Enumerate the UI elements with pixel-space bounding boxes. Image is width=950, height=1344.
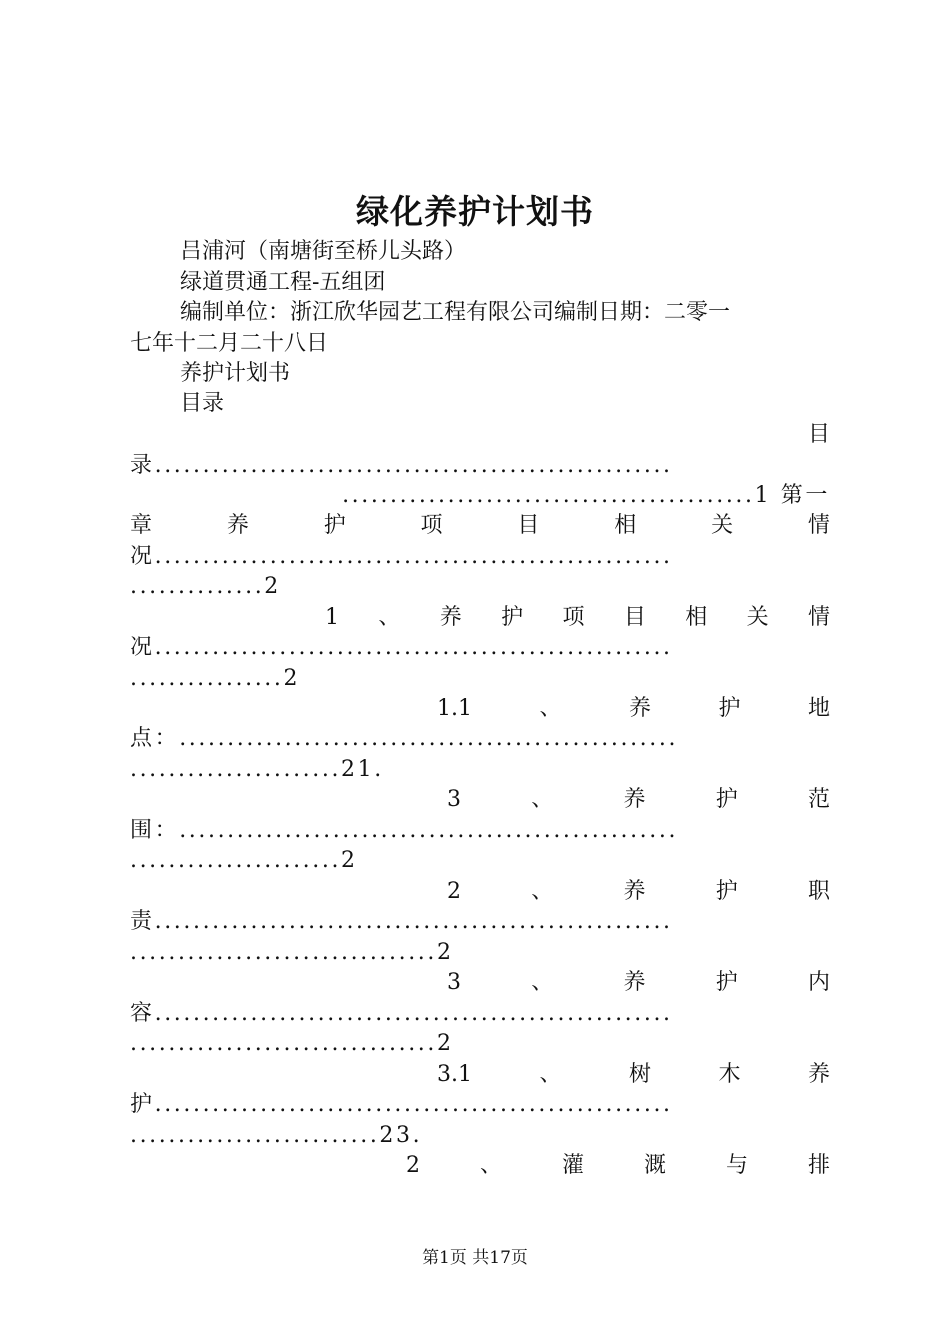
toc-char: 3 (447, 970, 461, 995)
toc-line: 责...................................................... (130, 909, 673, 934)
toc-char: 2 (406, 1153, 420, 1178)
toc-char: 养 (807, 1062, 830, 1087)
project-line: 吕浦河（南塘街至桥儿头路） (180, 239, 467, 264)
subtitle-line: 养护计划书 (180, 361, 291, 386)
toc-line: ..........................23. (130, 1123, 423, 1148)
toc-line: ................................2 (130, 940, 454, 965)
toc-char: 、 (539, 696, 562, 721)
toc-char: 1 (325, 605, 339, 630)
toc-line: 护...................................................... (130, 1092, 673, 1117)
toc-char: 、 (531, 879, 554, 904)
toc-spread-line (406, 1151, 830, 1181)
toc-char: 护 (501, 605, 524, 630)
unit-line: 编制单位：浙江欣华园艺工程有限公司编制日期：二零一 (180, 300, 731, 325)
toc-char: 护 (718, 696, 741, 721)
toc-line: ................................2 (130, 1031, 454, 1056)
toc-char: 养 (628, 696, 651, 721)
toc-char: 养 (439, 605, 462, 630)
toc-spread-line (437, 694, 830, 724)
toc-line: 点：.................................................... (130, 726, 679, 751)
toc-char: 护 (323, 513, 346, 538)
toc-heading: 目录 (180, 391, 225, 416)
toc-char: 项 (420, 513, 443, 538)
toc-char: 养 (623, 970, 646, 995)
toc-char: 养 (623, 787, 646, 812)
toc-char: 木 (718, 1062, 741, 1087)
toc-char: 目 (517, 513, 540, 538)
toc-line: ...........................................1 第一 (342, 483, 830, 508)
toc-line: ......................2 (130, 848, 358, 873)
toc-line: ................2 (130, 666, 301, 691)
toc-char: 3 (447, 787, 461, 812)
toc-char: 目 (623, 605, 646, 630)
document-title: 绿化养护计划书 (356, 192, 594, 231)
toc-spread-line (447, 877, 830, 907)
toc-char: 排 (807, 1153, 830, 1178)
toc-line: 况...................................................... (130, 544, 673, 569)
toc-spread-line (447, 968, 830, 998)
toc-char: 灌 (561, 1153, 584, 1178)
group-line: 绿道贯通工程-五组团 (180, 270, 386, 295)
toc-line: ..............2 (130, 574, 281, 599)
toc-char: 养 (623, 879, 646, 904)
toc-char: 情 (807, 605, 830, 630)
toc-line: 录...................................................... (130, 453, 673, 478)
toc-char: 章 (130, 513, 153, 538)
toc-spread-line (130, 511, 830, 541)
toc-char: 溉 (643, 1153, 666, 1178)
toc-line: 围：.................................................... (130, 818, 679, 843)
toc-line: ......................21. (130, 757, 384, 782)
toc-char: 养 (226, 513, 249, 538)
toc-char: 关 (746, 605, 769, 630)
toc-char: 、 (378, 605, 401, 630)
toc-spread-line (325, 603, 830, 633)
toc-char: 、 (531, 787, 554, 812)
toc-char: 、 (539, 1062, 562, 1087)
toc-char: 护 (715, 787, 738, 812)
toc-char: 护 (715, 879, 738, 904)
toc-char: 相 (614, 513, 637, 538)
toc-char: 与 (725, 1153, 748, 1178)
toc-char: 关 (711, 513, 734, 538)
toc-char: 范 (807, 787, 830, 812)
toc-spread-line (447, 785, 830, 815)
toc-char: 职 (807, 879, 830, 904)
toc-char: 内 (807, 970, 830, 995)
toc-char: 项 (562, 605, 585, 630)
toc-char: 护 (715, 970, 738, 995)
toc-char: 地 (807, 696, 830, 721)
toc-char: 3.1 (437, 1062, 472, 1087)
toc-char: 、 (531, 970, 554, 995)
toc-char: 、 (479, 1153, 502, 1178)
toc-line: 目 (807, 422, 830, 447)
toc-char: 情 (807, 513, 830, 538)
toc-line: 容...................................................... (130, 1001, 673, 1026)
toc-char: 1.1 (437, 696, 472, 721)
page-footer: 第1页 共17页 (422, 1248, 528, 1268)
date-line: 七年十二月二十八日 (130, 331, 329, 356)
toc-spread-line (437, 1060, 830, 1090)
toc-char: 相 (685, 605, 708, 630)
toc-char: 树 (628, 1062, 651, 1087)
toc-line: 况...................................................... (130, 635, 673, 660)
toc-char: 2 (447, 879, 461, 904)
